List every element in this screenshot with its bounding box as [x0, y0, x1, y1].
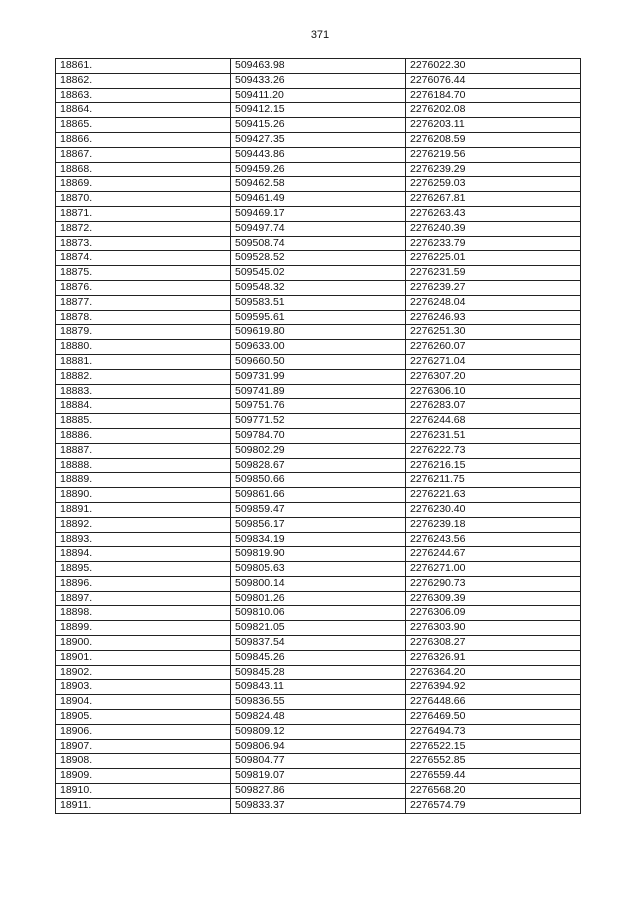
x-coordinate-cell: 509845.26 — [231, 650, 406, 665]
point-number-cell: 18874. — [56, 251, 231, 266]
point-number-cell: 18897. — [56, 591, 231, 606]
point-number-cell: 18868. — [56, 162, 231, 177]
y-coordinate-cell: 2276271.00 — [406, 562, 581, 577]
x-coordinate-cell: 509784.70 — [231, 428, 406, 443]
point-number-cell: 18863. — [56, 88, 231, 103]
point-number-cell: 18871. — [56, 206, 231, 221]
point-number-cell: 18867. — [56, 147, 231, 162]
y-coordinate-cell: 2276283.07 — [406, 399, 581, 414]
table-row — [56, 369, 581, 384]
y-coordinate-cell: 2276222.73 — [406, 443, 581, 458]
y-coordinate-cell: 2276244.67 — [406, 547, 581, 562]
point-number-cell: 18864. — [56, 103, 231, 118]
point-number-cell: 18872. — [56, 221, 231, 236]
y-coordinate-cell: 2276394.92 — [406, 680, 581, 695]
point-number-cell: 18890. — [56, 488, 231, 503]
table-row — [56, 399, 581, 414]
table-row — [56, 547, 581, 562]
y-coordinate-cell: 2276240.39 — [406, 221, 581, 236]
x-coordinate-cell: 509824.48 — [231, 710, 406, 725]
y-coordinate-cell: 2276522.15 — [406, 739, 581, 754]
table-row — [56, 325, 581, 340]
x-coordinate-cell: 509819.07 — [231, 769, 406, 784]
point-number-cell: 18905. — [56, 710, 231, 725]
table-row — [56, 754, 581, 769]
y-coordinate-cell: 2276326.91 — [406, 650, 581, 665]
table-row — [56, 206, 581, 221]
x-coordinate-cell: 509800.14 — [231, 576, 406, 591]
x-coordinate-cell: 509433.26 — [231, 73, 406, 88]
x-coordinate-cell: 509633.00 — [231, 340, 406, 355]
point-number-cell: 18892. — [56, 517, 231, 532]
x-coordinate-cell: 509660.50 — [231, 354, 406, 369]
y-coordinate-cell: 2276239.27 — [406, 280, 581, 295]
y-coordinate-cell: 2276202.08 — [406, 103, 581, 118]
x-coordinate-cell: 509415.26 — [231, 118, 406, 133]
table-row — [56, 103, 581, 118]
point-number-cell: 18861. — [56, 59, 231, 74]
table-row — [56, 147, 581, 162]
table-row — [56, 88, 581, 103]
y-coordinate-cell: 2276203.11 — [406, 118, 581, 133]
y-coordinate-cell: 2276568.20 — [406, 784, 581, 799]
table-row — [56, 251, 581, 266]
x-coordinate-cell: 509461.49 — [231, 192, 406, 207]
point-number-cell: 18902. — [56, 665, 231, 680]
x-coordinate-cell: 509548.32 — [231, 280, 406, 295]
table-row — [56, 650, 581, 665]
table-row — [56, 473, 581, 488]
x-coordinate-cell: 509751.76 — [231, 399, 406, 414]
x-coordinate-cell: 509802.29 — [231, 443, 406, 458]
y-coordinate-cell: 2276306.10 — [406, 384, 581, 399]
y-coordinate-cell: 2276248.04 — [406, 295, 581, 310]
x-coordinate-cell: 509828.67 — [231, 458, 406, 473]
point-number-cell: 18883. — [56, 384, 231, 399]
x-coordinate-cell: 509497.74 — [231, 221, 406, 236]
y-coordinate-cell: 2276225.01 — [406, 251, 581, 266]
x-coordinate-cell: 509595.61 — [231, 310, 406, 325]
table-row — [56, 517, 581, 532]
x-coordinate-cell: 509411.20 — [231, 88, 406, 103]
y-coordinate-cell: 2276494.73 — [406, 724, 581, 739]
x-coordinate-cell: 509801.26 — [231, 591, 406, 606]
point-number-cell: 18900. — [56, 636, 231, 651]
point-number-cell: 18893. — [56, 532, 231, 547]
point-number-cell: 18884. — [56, 399, 231, 414]
y-coordinate-cell: 2276219.56 — [406, 147, 581, 162]
table-row — [56, 502, 581, 517]
x-coordinate-cell: 509850.66 — [231, 473, 406, 488]
x-coordinate-cell: 509819.90 — [231, 547, 406, 562]
table-row — [56, 280, 581, 295]
point-number-cell: 18911. — [56, 798, 231, 813]
x-coordinate-cell: 509462.58 — [231, 177, 406, 192]
y-coordinate-cell: 2276263.43 — [406, 206, 581, 221]
table-row — [56, 354, 581, 369]
point-number-cell: 18869. — [56, 177, 231, 192]
table-row — [56, 295, 581, 310]
x-coordinate-cell: 509463.98 — [231, 59, 406, 74]
point-number-cell: 18899. — [56, 621, 231, 636]
x-coordinate-cell: 509809.12 — [231, 724, 406, 739]
y-coordinate-cell: 2276231.59 — [406, 266, 581, 281]
y-coordinate-cell: 2276244.68 — [406, 414, 581, 429]
point-number-cell: 18903. — [56, 680, 231, 695]
y-coordinate-cell: 2276559.44 — [406, 769, 581, 784]
y-coordinate-cell: 2276364.20 — [406, 665, 581, 680]
x-coordinate-cell: 509528.52 — [231, 251, 406, 266]
y-coordinate-cell: 2276243.56 — [406, 532, 581, 547]
table-row — [56, 458, 581, 473]
y-coordinate-cell: 2276022.30 — [406, 59, 581, 74]
point-number-cell: 18910. — [56, 784, 231, 799]
y-coordinate-cell: 2276271.04 — [406, 354, 581, 369]
x-coordinate-cell: 509427.35 — [231, 132, 406, 147]
table-row — [56, 59, 581, 74]
y-coordinate-cell: 2276303.90 — [406, 621, 581, 636]
table-row — [56, 132, 581, 147]
y-coordinate-cell: 2276306.09 — [406, 606, 581, 621]
table-row — [56, 665, 581, 680]
x-coordinate-cell: 509843.11 — [231, 680, 406, 695]
point-number-cell: 18891. — [56, 502, 231, 517]
table-row — [56, 680, 581, 695]
table-row — [56, 73, 581, 88]
x-coordinate-cell: 509845.28 — [231, 665, 406, 680]
point-number-cell: 18906. — [56, 724, 231, 739]
y-coordinate-cell: 2276552.85 — [406, 754, 581, 769]
y-coordinate-cell: 2276574.79 — [406, 798, 581, 813]
table-row — [56, 221, 581, 236]
table-row — [56, 340, 581, 355]
y-coordinate-cell: 2276246.93 — [406, 310, 581, 325]
x-coordinate-cell: 509833.37 — [231, 798, 406, 813]
table-row — [56, 695, 581, 710]
point-number-cell: 18889. — [56, 473, 231, 488]
x-coordinate-cell: 509861.66 — [231, 488, 406, 503]
table-row — [56, 162, 581, 177]
table-row — [56, 532, 581, 547]
y-coordinate-cell: 2276221.63 — [406, 488, 581, 503]
x-coordinate-cell: 509459.26 — [231, 162, 406, 177]
page-number: 371 — [310, 29, 330, 41]
point-number-cell: 18881. — [56, 354, 231, 369]
x-coordinate-cell: 509771.52 — [231, 414, 406, 429]
point-number-cell: 18882. — [56, 369, 231, 384]
x-coordinate-cell: 509806.94 — [231, 739, 406, 754]
point-number-cell: 18879. — [56, 325, 231, 340]
x-coordinate-cell: 509837.54 — [231, 636, 406, 651]
table-row — [56, 236, 581, 251]
point-number-cell: 18870. — [56, 192, 231, 207]
y-coordinate-cell: 2276230.40 — [406, 502, 581, 517]
point-number-cell: 18907. — [56, 739, 231, 754]
point-number-cell: 18880. — [56, 340, 231, 355]
table-row — [56, 606, 581, 621]
y-coordinate-cell: 2276231.51 — [406, 428, 581, 443]
y-coordinate-cell: 2276239.29 — [406, 162, 581, 177]
y-coordinate-cell: 2276309.39 — [406, 591, 581, 606]
point-number-cell: 18865. — [56, 118, 231, 133]
y-coordinate-cell: 2276184.70 — [406, 88, 581, 103]
table-row — [56, 177, 581, 192]
x-coordinate-cell: 509821.05 — [231, 621, 406, 636]
table-row — [56, 443, 581, 458]
table-row — [56, 591, 581, 606]
table-row — [56, 192, 581, 207]
table-row — [56, 488, 581, 503]
y-coordinate-cell: 2276290.73 — [406, 576, 581, 591]
table-row — [56, 562, 581, 577]
table-row — [56, 621, 581, 636]
y-coordinate-cell: 2276076.44 — [406, 73, 581, 88]
table-row — [56, 384, 581, 399]
x-coordinate-cell: 509836.55 — [231, 695, 406, 710]
table-row — [56, 266, 581, 281]
y-coordinate-cell: 2276308.27 — [406, 636, 581, 651]
y-coordinate-cell: 2276267.81 — [406, 192, 581, 207]
point-number-cell: 18878. — [56, 310, 231, 325]
point-number-cell: 18896. — [56, 576, 231, 591]
point-number-cell: 18875. — [56, 266, 231, 281]
x-coordinate-cell: 509827.86 — [231, 784, 406, 799]
x-coordinate-cell: 509469.17 — [231, 206, 406, 221]
point-number-cell: 18895. — [56, 562, 231, 577]
point-number-cell: 18862. — [56, 73, 231, 88]
point-number-cell: 18901. — [56, 650, 231, 665]
table-row — [56, 310, 581, 325]
point-number-cell: 18866. — [56, 132, 231, 147]
y-coordinate-cell: 2276307.20 — [406, 369, 581, 384]
table-row — [56, 576, 581, 591]
point-number-cell: 18888. — [56, 458, 231, 473]
table-row — [56, 724, 581, 739]
point-number-cell: 18873. — [56, 236, 231, 251]
table-row — [56, 414, 581, 429]
y-coordinate-cell: 2276469.50 — [406, 710, 581, 725]
x-coordinate-cell: 509545.02 — [231, 266, 406, 281]
x-coordinate-cell: 509834.19 — [231, 532, 406, 547]
y-coordinate-cell: 2276260.07 — [406, 340, 581, 355]
y-coordinate-cell: 2276211.75 — [406, 473, 581, 488]
y-coordinate-cell: 2276259.03 — [406, 177, 581, 192]
point-number-cell: 18908. — [56, 754, 231, 769]
table-row — [56, 428, 581, 443]
y-coordinate-cell: 2276448.66 — [406, 695, 581, 710]
coordinates-table — [55, 58, 581, 814]
y-coordinate-cell: 2276239.18 — [406, 517, 581, 532]
x-coordinate-cell: 509859.47 — [231, 502, 406, 517]
x-coordinate-cell: 509412.15 — [231, 103, 406, 118]
x-coordinate-cell: 509805.63 — [231, 562, 406, 577]
x-coordinate-cell: 509804.77 — [231, 754, 406, 769]
table-row — [56, 710, 581, 725]
point-number-cell: 18886. — [56, 428, 231, 443]
point-number-cell: 18894. — [56, 547, 231, 562]
table-row — [56, 118, 581, 133]
y-coordinate-cell: 2276251.30 — [406, 325, 581, 340]
x-coordinate-cell: 509508.74 — [231, 236, 406, 251]
table-row — [56, 769, 581, 784]
point-number-cell: 18877. — [56, 295, 231, 310]
coordinates-table-body — [56, 59, 581, 814]
point-number-cell: 18887. — [56, 443, 231, 458]
point-number-cell: 18904. — [56, 695, 231, 710]
y-coordinate-cell: 2276233.79 — [406, 236, 581, 251]
x-coordinate-cell: 509741.89 — [231, 384, 406, 399]
x-coordinate-cell: 509443.86 — [231, 147, 406, 162]
x-coordinate-cell: 509583.51 — [231, 295, 406, 310]
y-coordinate-cell: 2276208.59 — [406, 132, 581, 147]
x-coordinate-cell: 509731.99 — [231, 369, 406, 384]
table-row — [56, 636, 581, 651]
x-coordinate-cell: 509619.80 — [231, 325, 406, 340]
y-coordinate-cell: 2276216.15 — [406, 458, 581, 473]
x-coordinate-cell: 509856.17 — [231, 517, 406, 532]
point-number-cell: 18876. — [56, 280, 231, 295]
table-row — [56, 784, 581, 799]
table-row — [56, 798, 581, 813]
point-number-cell: 18898. — [56, 606, 231, 621]
table-row — [56, 739, 581, 754]
point-number-cell: 18885. — [56, 414, 231, 429]
x-coordinate-cell: 509810.06 — [231, 606, 406, 621]
point-number-cell: 18909. — [56, 769, 231, 784]
